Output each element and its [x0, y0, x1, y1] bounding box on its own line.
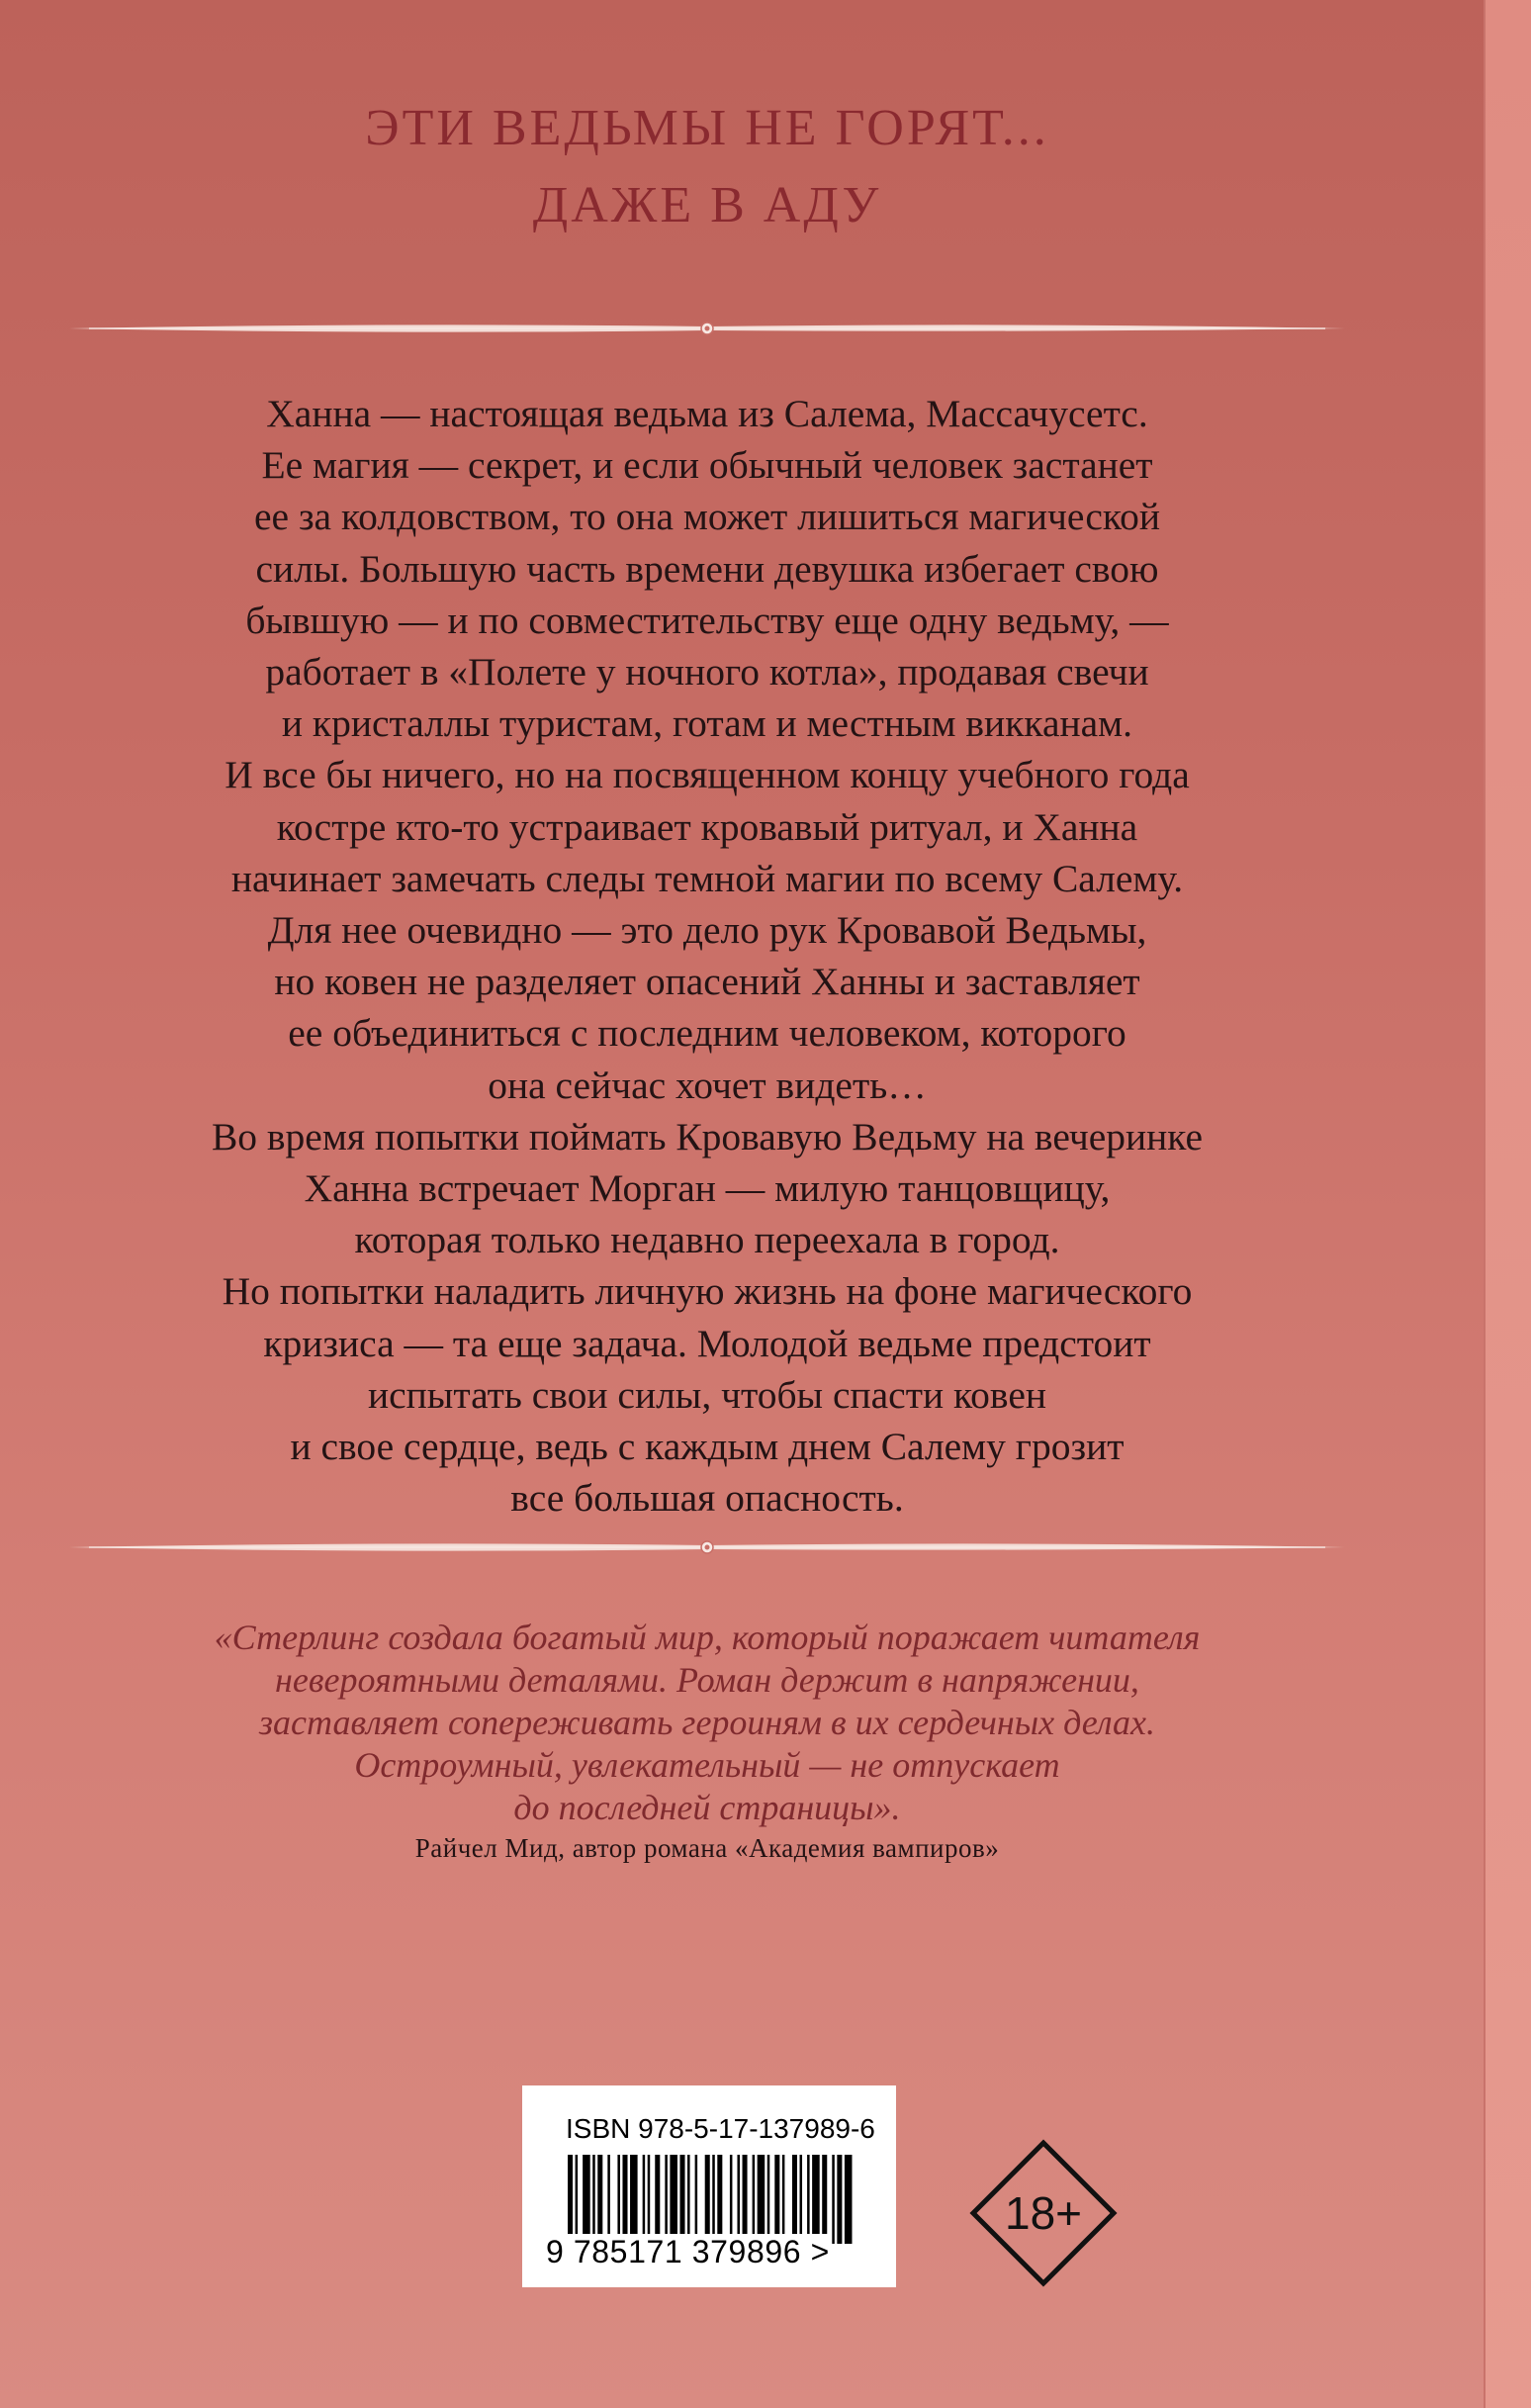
barcode-bar — [717, 2155, 722, 2244]
ornamental-divider-top — [69, 309, 1345, 348]
isbn-barcode — [522, 2085, 896, 2287]
barcode-bar — [665, 2155, 668, 2244]
description-line: Ханна встречает Морган — милую танцовщицу, — [304, 1166, 1111, 1211]
barcode-bar — [767, 2155, 770, 2244]
barcode-bar — [695, 2155, 698, 2244]
barcode-bar — [807, 2155, 810, 2244]
barcode-bar — [845, 2155, 853, 2244]
description-line: и свое сердце, ведь с каждым днем Салему грозит — [290, 1425, 1125, 1469]
ornamental-divider-bottom — [69, 1528, 1345, 1567]
barcode-bar — [597, 2155, 602, 2244]
quote-line: заставляет сопереживать героиням в их сердечных делах. — [258, 1703, 1155, 1742]
barcode-bar — [837, 2155, 842, 2244]
barcode-bar — [607, 2155, 610, 2244]
description-line: кризиса — та еще задача. Молодой ведьме предстоит — [263, 1321, 1151, 1365]
description-line: ее объединиться с последним человеком, которого — [288, 1011, 1126, 1056]
description-line: бывшую — и по совместительству еще одну ведьму, — — [245, 598, 1169, 642]
description-line: Во время попытки поймать Кровавую Ведьму на вечеринке — [211, 1114, 1204, 1158]
barcode-bar — [617, 2155, 620, 2244]
age-rating-label: 18+ — [1004, 2187, 1083, 2239]
barcode-bar — [712, 2155, 715, 2244]
barcode-bar — [753, 2155, 756, 2244]
tagline-line-2: ДАЖЕ В АДУ — [532, 177, 882, 233]
barcode-bar — [705, 2155, 710, 2244]
barcode-bar — [568, 2155, 573, 2244]
barcode-bar — [630, 2155, 638, 2244]
barcode-digits — [544, 2234, 880, 2270]
barcode-bar — [583, 2155, 590, 2244]
description-line: силы. Большую часть времени девушка избегает свою — [255, 546, 1159, 591]
barcode-bars — [568, 2155, 855, 2244]
barcode-bar — [576, 2155, 579, 2244]
book-description — [59, 388, 1355, 1524]
tagline-line-1: ЭТИ ВЕДЬМЫ НЕ ГОРЯТ... — [365, 100, 1049, 156]
review-quote — [69, 1617, 1345, 1829]
description-line: Ее магия — секрет, и если обычный человек застанет — [261, 443, 1153, 488]
isbn-number: ISBN 978-5-17-137989-6 — [566, 2113, 875, 2144]
barcode-bar — [832, 2155, 835, 2244]
barcode-bar — [592, 2155, 595, 2244]
barcode-bar — [679, 2155, 684, 2244]
barcode-bar — [687, 2155, 690, 2244]
description-line: костре кто-то устраивает кровавый ритуал, и Ханна — [276, 804, 1138, 849]
barcode-bar — [648, 2155, 651, 2244]
barcode-bar — [822, 2155, 827, 2244]
barcode-bar — [800, 2155, 803, 2244]
book-spine-edge — [1484, 0, 1531, 2408]
description-line: но ковен не разделяет опасений Ханны и заставляет — [274, 960, 1140, 1004]
barcode-bar — [812, 2155, 820, 2244]
barcode-bar — [655, 2155, 660, 2244]
quote-line: Остроумный, увлекательный — не отпускает — [354, 1745, 1060, 1785]
description-line: начинает замечать следы темной магии по всему Салему. — [230, 856, 1184, 900]
description-line: которая только недавно переехала в город. — [354, 1218, 1060, 1262]
description-line: ее за колдовством, то она может лишиться магической — [254, 495, 1160, 539]
barcode-bar — [782, 2155, 785, 2244]
quote-line: невероятными деталями. Роман держит в напряжении, — [275, 1660, 1139, 1700]
quote-attribution: Райчел Мид, автор романа «Академия вампиров» — [414, 1833, 1000, 1863]
description-line: И все бы ничего, но на посвященном концу учебного года — [225, 753, 1190, 797]
barcode-bar — [730, 2155, 733, 2244]
barcode-bar — [737, 2155, 740, 2244]
description-line: Ханна — настоящая ведьма из Салема, Массачусетс. — [266, 392, 1148, 435]
description-line: и кристаллы туристам, готам и местным викканам. — [281, 701, 1133, 746]
barcode-bar — [758, 2155, 766, 2244]
barcode-bar — [743, 2155, 748, 2244]
quote-line: «Стерлинг создала богатый мир, который поражает читателя — [214, 1618, 1201, 1657]
description-line: Но попытки наладить личную жизнь на фоне магического — [222, 1269, 1193, 1314]
description-line: Для нее очевидно — это дело рук Кровавой Ведьмы, — [267, 908, 1147, 953]
barcode-bar — [622, 2155, 627, 2244]
description-line: она сейчас хочет видеть… — [488, 1063, 927, 1107]
description-line: испытать свои силы, чтобы спасти ковен — [367, 1372, 1046, 1417]
barcode-bar — [643, 2155, 646, 2244]
barcode-bar — [774, 2155, 779, 2244]
description-line: все большая опасность. — [510, 1476, 904, 1521]
quote-line: до последней страницы». — [513, 1788, 901, 1827]
barcode-digit-string: 9 785171 379896 > — [546, 2234, 830, 2269]
barcode-bar — [792, 2155, 797, 2244]
barcode-bar — [670, 2155, 677, 2244]
description-line: работает в «Полете у ночного котла», продавая свечи — [265, 650, 1149, 695]
